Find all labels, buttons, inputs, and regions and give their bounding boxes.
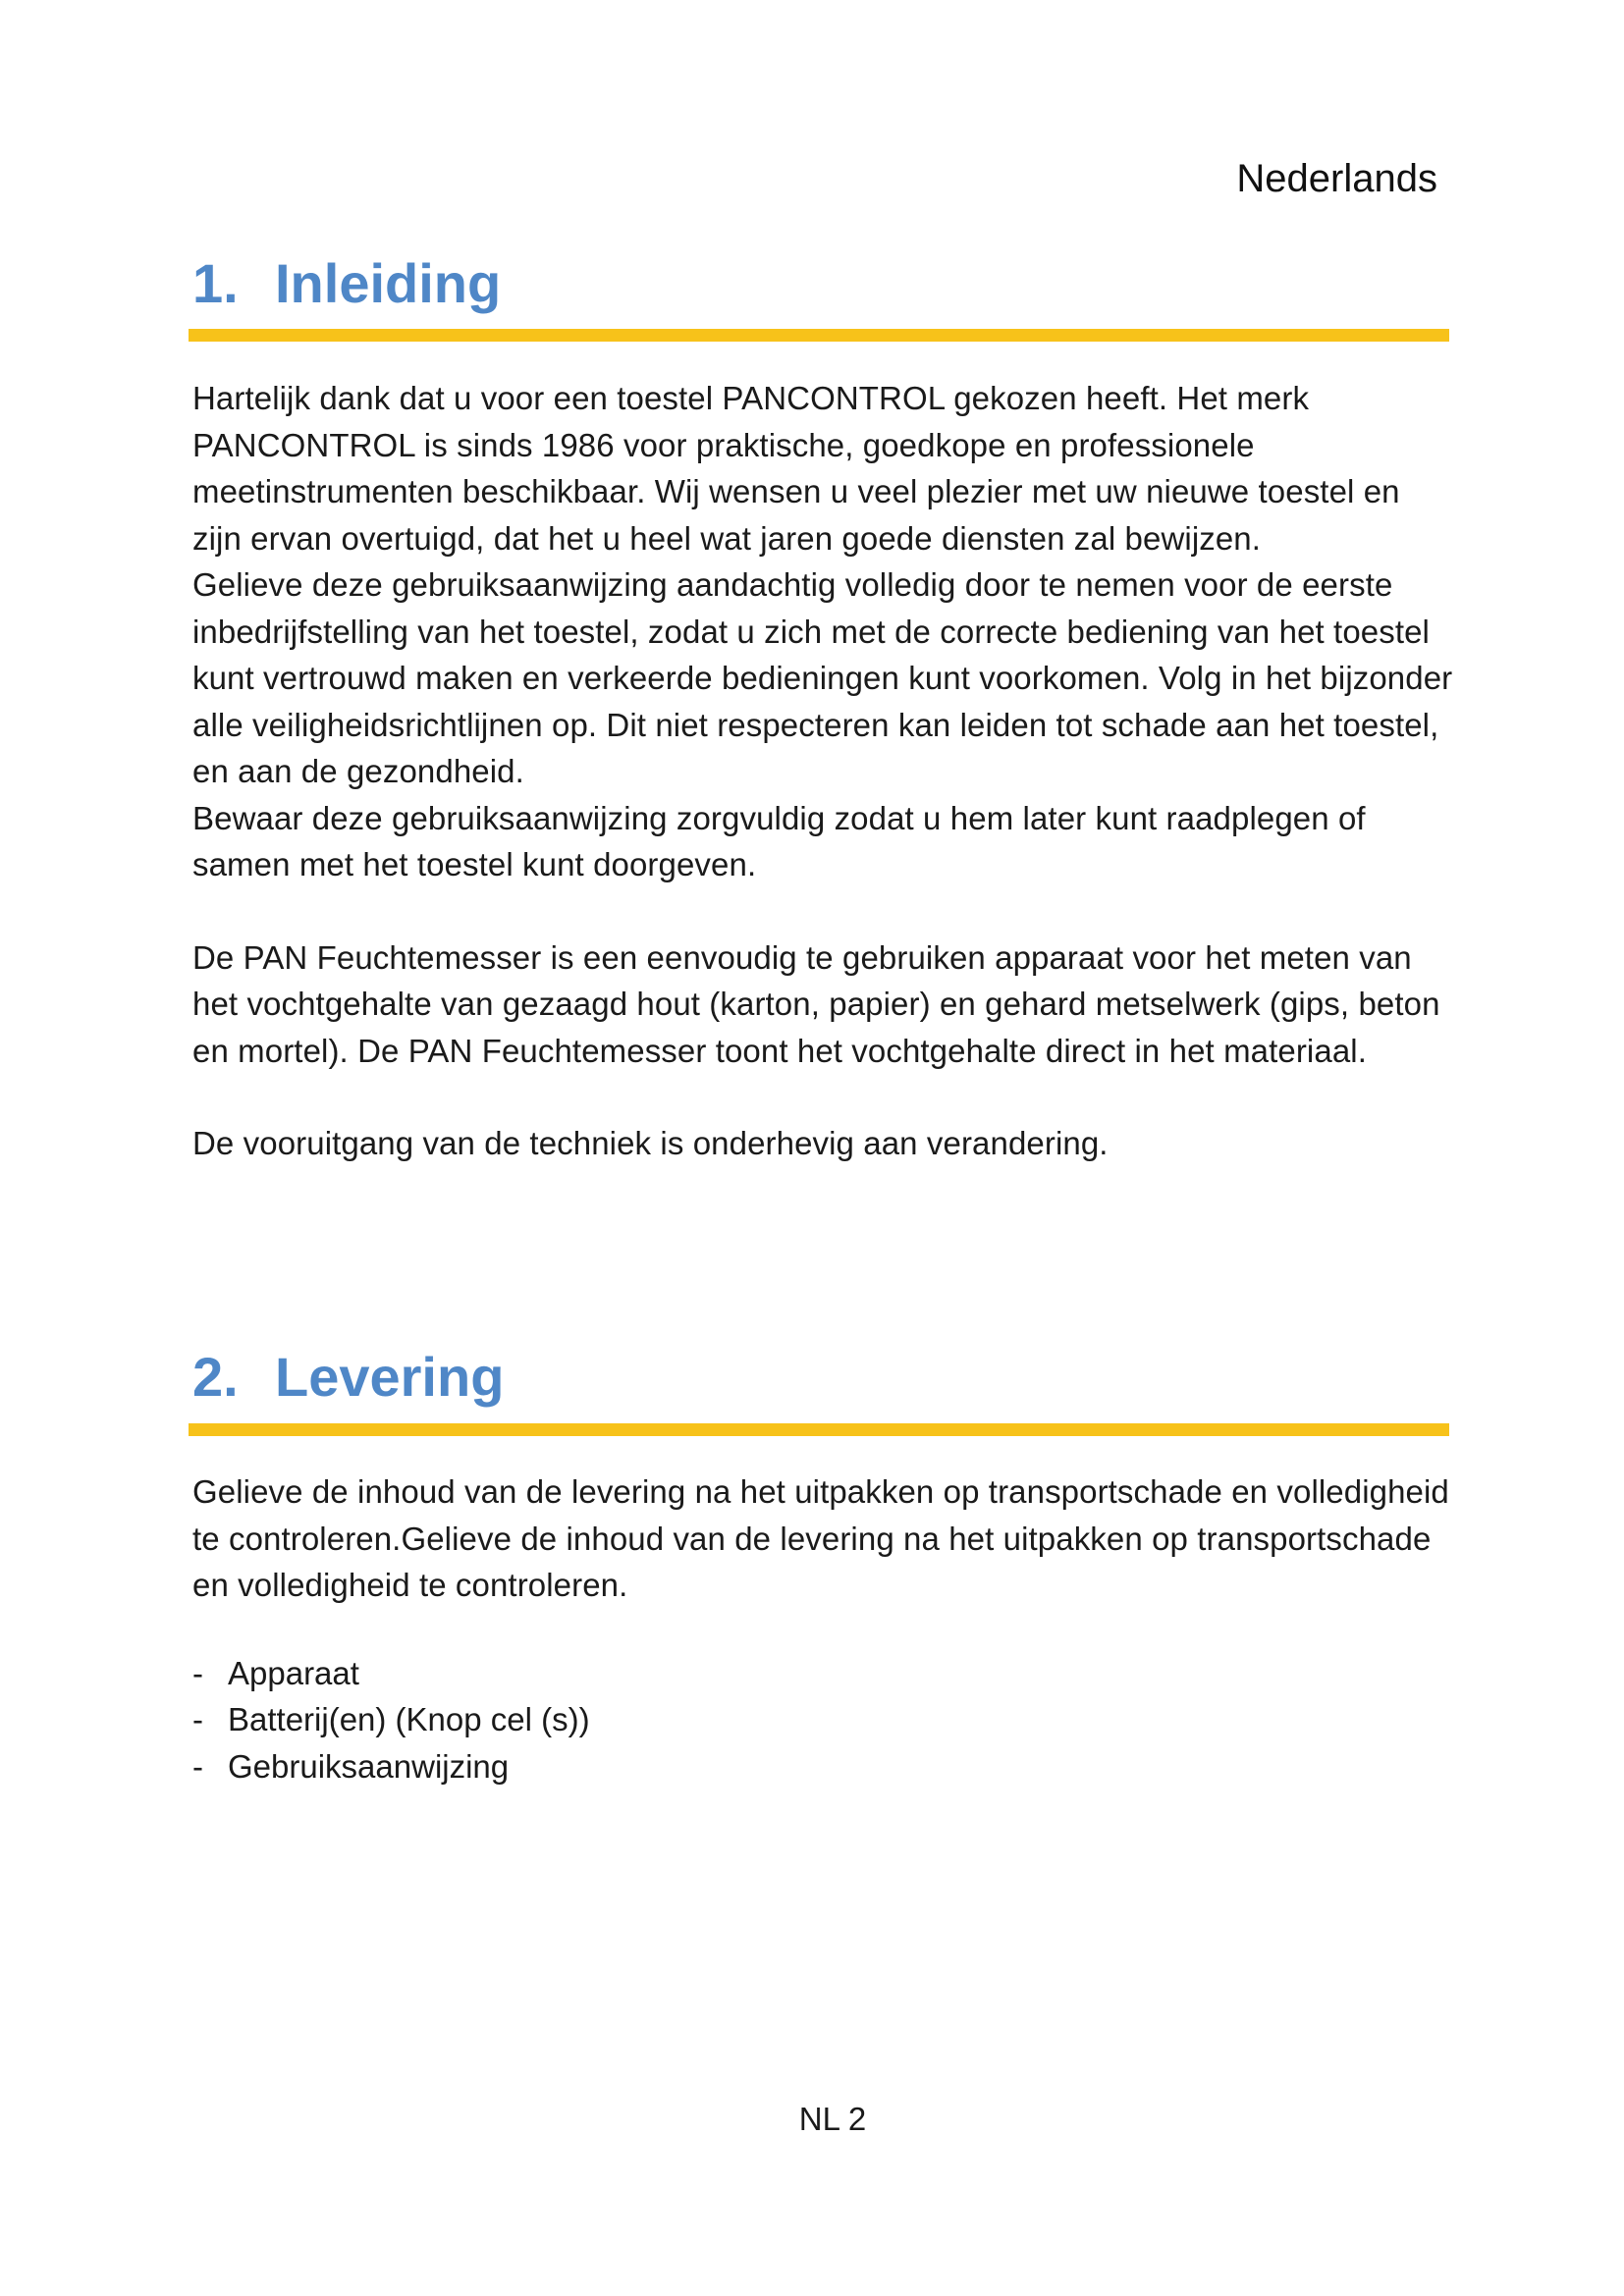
list-marker: - xyxy=(192,1654,203,1691)
intro-paragraph-device: De PAN Feuchtemesser is een eenvoudig te gebruiken apparaat voor het meten van het vochtgehalte van gezaagd hout (karton, papier) en gehard metselwerk (gips, beton en mortel). De PAN Feuchtemesser toont het vochtgehalte direct in het materiaal. xyxy=(192,938,1440,1069)
intro-paragraph-read-manual: Gelieve deze gebruiksaanwijzing aandachtig volledig door te nemen voor de eerste inbedrijfstelling van het toestel, zodat u zich met de correcte bediening van het toestel kunt vertrouwd maken en verkeerde bedieningen kunt voorkomen. Volg in het bijzonder alle veiligheidsrichtlijnen op. Dit niet respecteren kan leiden tot schade aan het toestel, en aan de gezondheid. xyxy=(192,566,1453,789)
list-item-text: Apparaat xyxy=(228,1654,359,1691)
intro-paragraph-progress: De vooruitgang van de techniek is onderhevig aan verandering. xyxy=(192,1125,1109,1161)
intro-paragraph-thanks: Hartelijk dank dat u voor een toestel PANCONTROL gekozen heeft. Het merk PANCONTROL is sinds 1986 voor praktische, goedkope en professionele meetinstrumenten beschikbaar. Wij wensen u veel plezier met uw nieuwe toestel en zijn ervan overtuigd, dat het u heel wat jaren goede diensten zal bewijzen. xyxy=(192,380,1400,557)
language-label: Nederlands xyxy=(1236,157,1437,200)
section-heading xyxy=(192,1347,1449,1408)
section-divider xyxy=(189,1423,1449,1436)
section-title: Levering xyxy=(275,1346,505,1408)
page-number: NL 2 xyxy=(798,2101,867,2137)
section-title: Inleiding xyxy=(275,252,502,314)
delivery-paragraph: Gelieve de inhoud van de levering na het uitpakken op transportschade en volledigheid te controleren.Gelieve de inhoud van de levering na het uitpakken op transportschade en volledigheid te controleren. xyxy=(192,1473,1449,1603)
list-marker: - xyxy=(192,1701,203,1737)
list-item xyxy=(192,1743,1459,1790)
section-number: 2. xyxy=(192,1346,239,1408)
list-marker: - xyxy=(192,1747,203,1785)
intro-paragraph-keep-manual: Bewaar deze gebruiksaanwijzing zorgvuldig zodat u hem later kunt raadplegen of samen met het toestel kunt doorgeven. xyxy=(192,799,1366,882)
list-item xyxy=(192,1650,1459,1697)
list-item-text: Gebruiksaanwijzing xyxy=(228,1747,510,1785)
section-delivery xyxy=(192,1346,1449,1785)
section-heading xyxy=(192,253,1449,314)
section-number: 1. xyxy=(192,252,239,314)
section-divider xyxy=(189,329,1449,342)
section-introduction xyxy=(192,252,1453,1161)
delivery-contents-list xyxy=(192,1650,1459,1790)
list-item-text: Batterij(en) (Knop cel (s)) xyxy=(228,1701,590,1737)
list-item xyxy=(192,1696,1459,1743)
